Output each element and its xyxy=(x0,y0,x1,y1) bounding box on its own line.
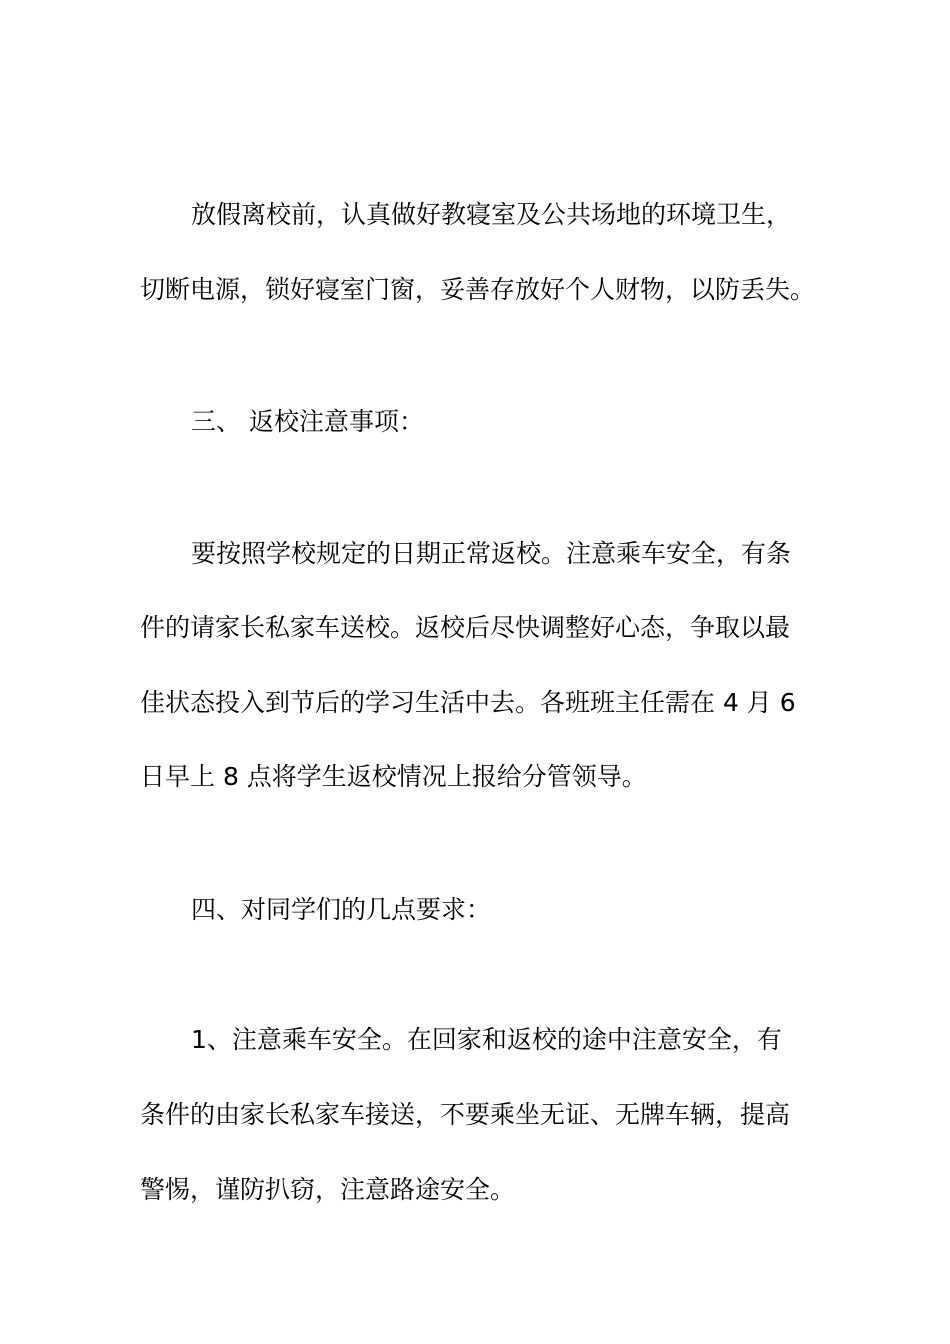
text-line: 日早上 8 点将学生返校情况上报给分管领导。 xyxy=(140,762,647,791)
text-line: 条件的由家长私家车接送，不要乘坐无证、无牌车辆，提高 xyxy=(140,1100,791,1129)
text-line: 1、注意乘车安全。在回家和返校的途中注意安全，有 xyxy=(191,1025,782,1054)
section-heading: 三、 返校注意事项： xyxy=(191,407,424,436)
text-line: 要按照学校规定的日期正常返校。注意乘车安全，有条 xyxy=(191,539,792,568)
text-line: 佳状态投入到节后的学习生活中去。各班班主任需在 4 月 6 xyxy=(140,688,796,717)
section-heading: 四、对同学们的几点要求： xyxy=(191,895,492,924)
text-line: 放假离校前，认真做好教寝室及公共场地的环境卫生， xyxy=(191,200,792,229)
text-line: 切断电源，锁好寝室门窗，妥善存放好个人财物，以防丢失。 xyxy=(140,275,816,304)
text-line: 件的请家长私家车送校。返校后尽快调整好心态，争取以最 xyxy=(140,613,791,642)
text-line: 警惕，谨防扒窃，注意路途安全。 xyxy=(140,1175,516,1204)
